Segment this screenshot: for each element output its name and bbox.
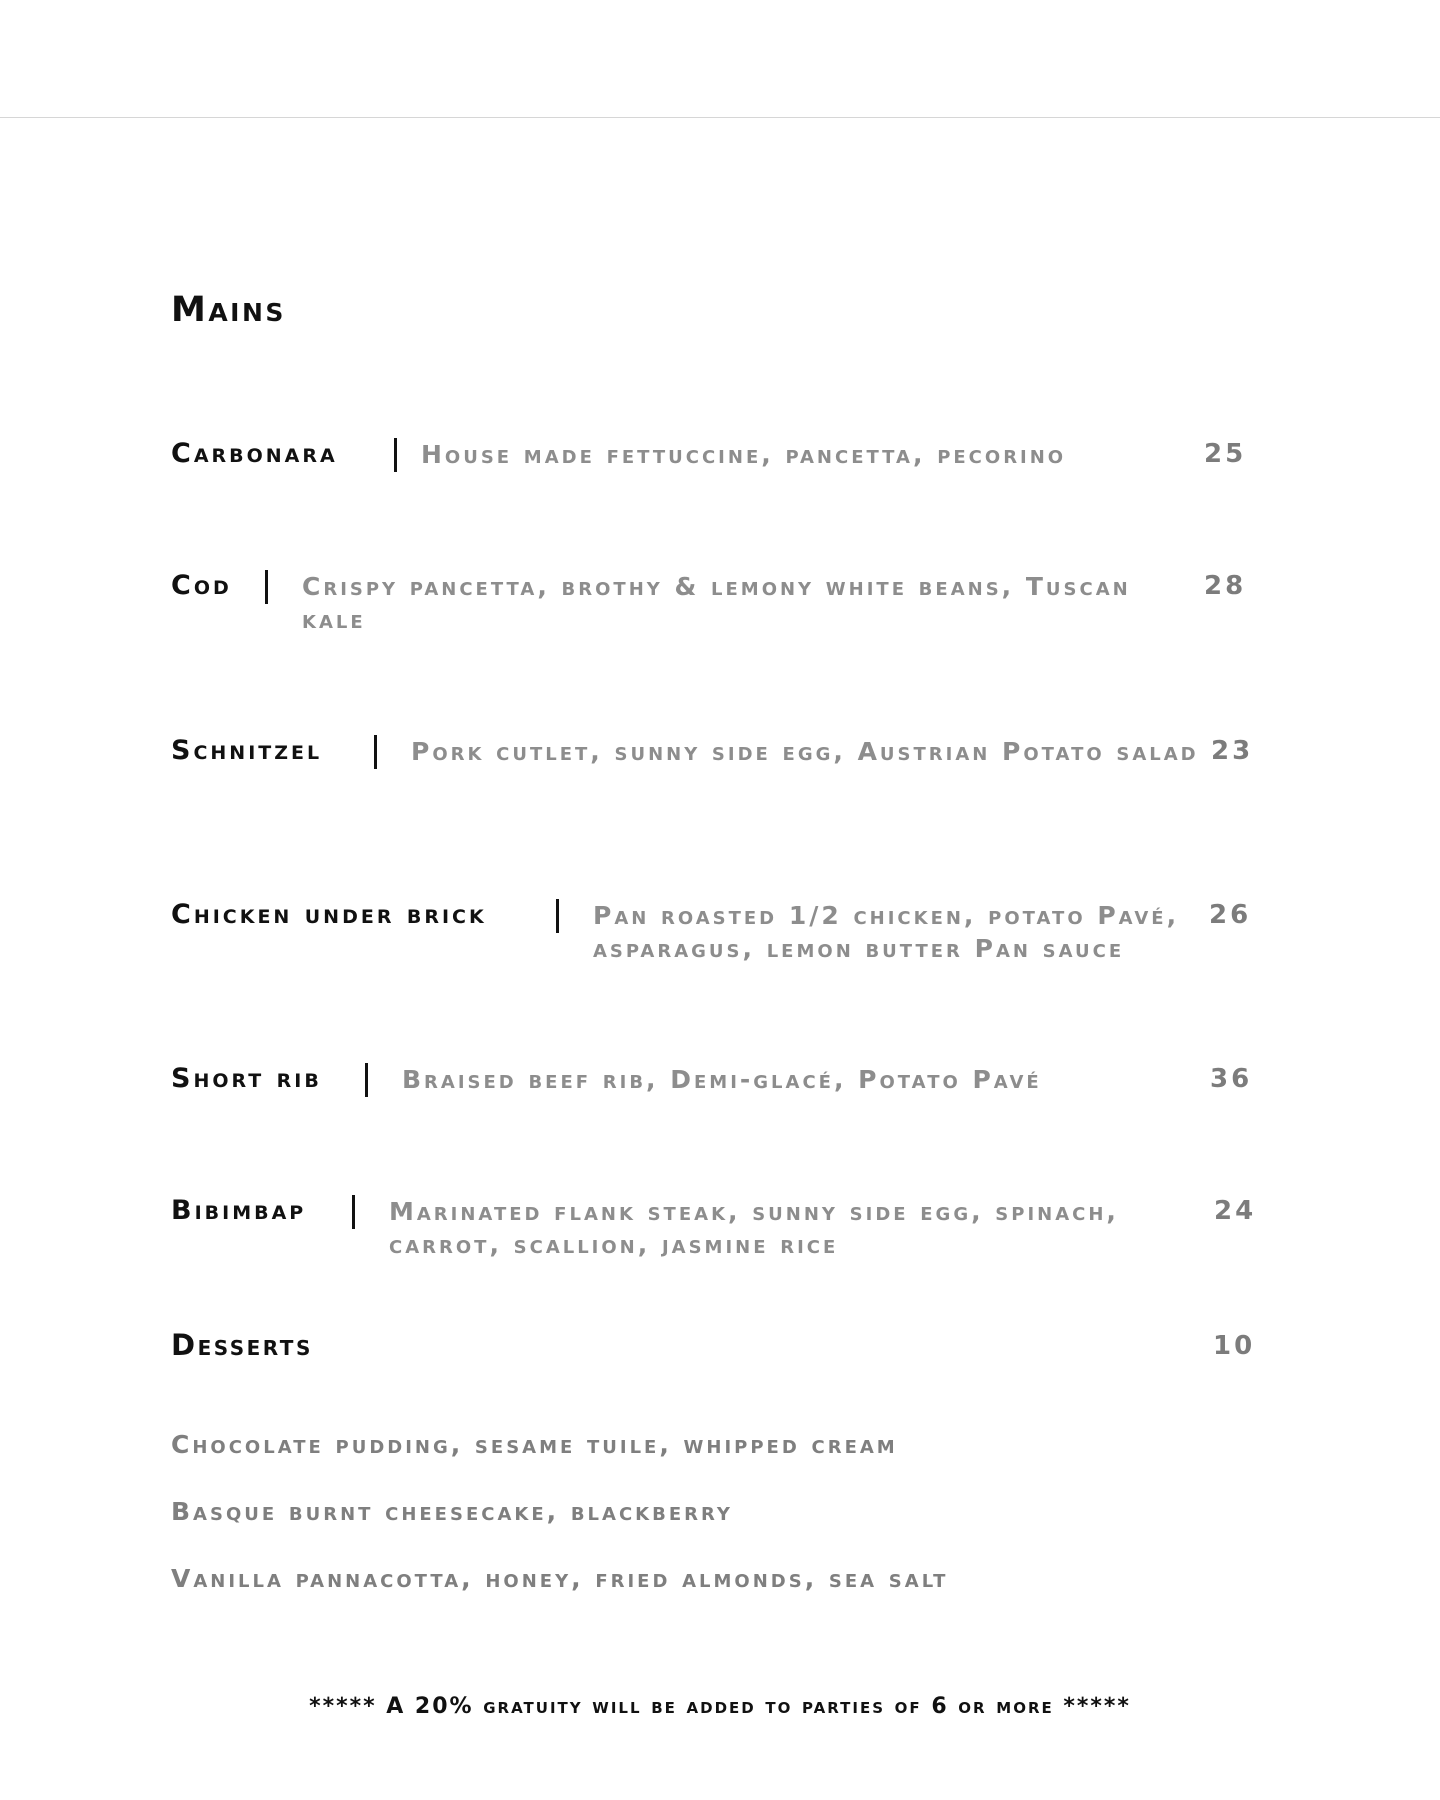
dish-price: 25: [1204, 439, 1247, 469]
item-separator: [265, 570, 268, 604]
dish-name: Short rib: [171, 1063, 322, 1094]
dessert-item: Vanilla pannacotta, honey, fried almonds, sea salt: [171, 1564, 949, 1593]
item-separator: [374, 735, 377, 769]
dish-description: Pan roasted 1/2 chicken, potato Pavé, asparagus, lemon butter Pan sauce: [593, 901, 1180, 963]
dish-name: Chicken under brick: [171, 899, 487, 930]
item-separator: [556, 899, 559, 933]
desserts-heading: Desserts: [171, 1328, 313, 1362]
dish-description: Marinated flank steak, sunny side egg, spinach, carrot, scallion, jasmine rice: [389, 1197, 1119, 1259]
item-separator: [394, 438, 397, 472]
top-divider: [0, 117, 1440, 118]
dish-description: Crispy pancetta, brothy & lemony white beans, Tuscan kale: [302, 572, 1131, 634]
desserts-price: 10: [1213, 1331, 1256, 1361]
dish-name: Cod: [171, 570, 232, 601]
dish-name: Carbonara: [171, 438, 338, 469]
gratuity-note: ***** A 20% gratuity will be added to parties of 6 or more *****: [309, 1694, 1131, 1719]
mains-heading: Mains: [171, 290, 286, 330]
dish-price: 36: [1210, 1064, 1253, 1094]
dish-description: Braised beef rib, Demi-glacé, Potato Pavé: [402, 1065, 1042, 1094]
dish-price: 26: [1209, 900, 1252, 930]
item-separator: [352, 1195, 355, 1229]
dish-name: Schnitzel: [171, 735, 323, 766]
dessert-item: Chocolate pudding, sesame tuile, whipped cream: [171, 1430, 898, 1459]
dish-price: 23: [1211, 736, 1254, 766]
dish-description: Pork cutlet, sunny side egg, Austrian Potato salad: [411, 737, 1199, 766]
dessert-item: Basque burnt cheesecake, blackberry: [171, 1497, 733, 1526]
dish-name: Bibimbap: [171, 1195, 307, 1226]
dish-description: House made fettuccine, pancetta, pecorino: [421, 440, 1067, 469]
item-separator: [365, 1063, 368, 1097]
dish-price: 24: [1214, 1196, 1257, 1226]
dish-price: 28: [1204, 571, 1247, 601]
